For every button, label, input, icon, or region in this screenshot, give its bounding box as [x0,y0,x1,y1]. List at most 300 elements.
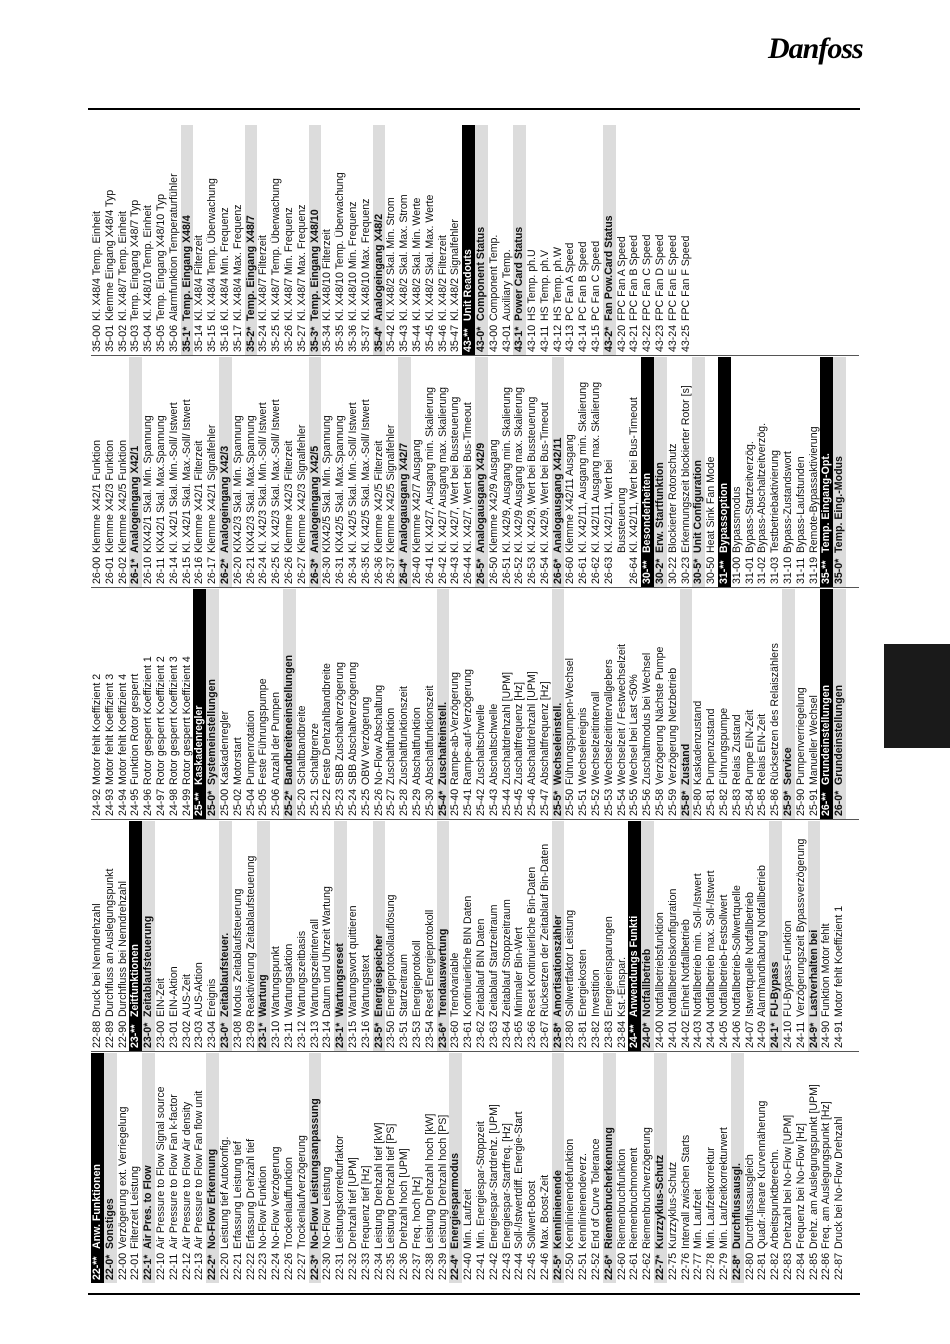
parameter-code: 23-6* [436,1022,449,1048]
parameter-row [321,1053,334,1283]
parameter-label: Durchflussausgleich [743,1154,756,1249]
parameter-label: Motorstart [231,737,244,785]
parameter-code: 30-2* [654,558,667,584]
parameter-column [91,1053,859,1283]
parameter-row [667,357,680,587]
parameter-label: Kl. X48/4 Max. Frequenz [231,204,244,321]
parameter-row [232,589,245,819]
parameter-label: Kl. X42/9 Ausgang max. Skalierung [513,386,526,553]
parameter-code: 22-01 [129,1252,142,1280]
parameter-label: Trockenlauffunktion [282,1157,295,1249]
parameter-row [347,589,360,819]
parameter-row [437,821,450,1051]
parameter-label: Analogausgang X42/9 [474,442,487,553]
parameter-row [488,1053,501,1283]
parameter-label: HS Temp. ph.V [538,249,551,321]
parameter-row [232,357,245,587]
parameter-label: Abschaltfunktion [410,707,423,785]
parameter-code: 24-09 [756,1020,769,1048]
parameter-row [501,589,514,819]
parameter-row [475,1053,488,1283]
parameter-row [245,1053,258,1283]
parameter-row [577,125,590,355]
parameter-row [667,589,680,819]
parameter-row [680,589,693,819]
parameter-label: Wartungszeitbasis [295,930,308,1017]
parameter-code: 25-86 [769,788,782,816]
parameter-code: 35-45 [423,324,436,352]
parameter-row [539,589,552,819]
parameter-label: PC Fan C Speed [590,240,603,321]
parameter-label: Wartungspunkt [270,946,283,1017]
parameter-row [795,1053,808,1283]
parameter-row [526,589,539,819]
parameter-code: 23-65 [513,1020,526,1048]
parameter-row [808,1053,821,1283]
parameter-label: Leistung Drehzahl tief [kW] [372,1122,385,1249]
parameter-label: Pumpenzustand [705,708,718,785]
parameter-code: 24-04 [705,1020,718,1048]
parameter-label: Erw. Startfunktion [654,462,667,553]
parameter-row [590,125,603,355]
parameter-label: SBB Abschaltverzögerung [346,661,359,785]
parameter-code: 23-53 [410,1020,423,1048]
parameter-label: Kl. X48/10 Temp. Einheit [142,205,155,321]
parameter-code: 25-81 [705,788,718,816]
parameter-code: 24-95 [129,788,142,816]
parameter-label: Rotor gesperrt Koeffizient 1 [142,656,155,785]
parameter-row [808,357,821,587]
parameter-row [181,357,194,587]
parameter-label: Wechselzeit / Festwechselzeit [615,643,628,785]
parameter-code: 22-5* [551,1254,564,1280]
parameter-code: 24-05 [718,1020,731,1048]
parameter-row [117,125,130,355]
parameter-row [833,357,846,587]
parameter-code: 25-8* [679,790,692,816]
parameter-row [526,357,539,587]
parameter-label: Freq. hoch [Hz] [410,1176,423,1249]
parameter-row [795,357,808,587]
parameter-row [411,821,424,1051]
parameter-label: Filterzeit Leistung [129,1165,142,1249]
parameter-label: Kaskadenzustand [692,700,705,785]
parameter-code: 22-1* [142,1254,155,1280]
parameter-code: 26-01 [103,556,116,584]
parameter-code: 22-75 [666,1252,679,1280]
parameter-row [155,821,168,1051]
parameter-row [347,1053,360,1283]
parameter-code: 24-01 [666,1020,679,1048]
parameter-code: 35-47 [449,324,462,352]
parameter-label: Klemme X42/3 Signalfehler [295,424,308,553]
parameter-row [360,1053,373,1283]
parameter-code: 25-0* [206,790,219,816]
parameter-label: Besonderheiten [641,472,654,553]
parameter-row [667,125,680,355]
parameter-row [590,821,603,1051]
parameter-row [283,589,296,819]
parameter-row [155,357,168,587]
parameter-label: Zeitablauf BIN Daten [474,918,487,1017]
parameter-row [117,821,130,1051]
parameter-label: HS Temp. ph.W [551,247,564,321]
parameter-label: Funktion Rotor gesperrt [129,673,142,785]
parameter-label: Kl. X42/5 Skal. Max.-Soll/ Istwert [359,399,372,553]
parameter-row [590,1053,603,1283]
parameter-code: 23-5* [372,1022,385,1048]
parameter-row [193,357,206,587]
parameter-row [424,1053,437,1283]
parameter-row [449,1053,462,1283]
column-separator [91,355,859,356]
parameter-label: Kl. X48/2 Filterzeit [436,235,449,321]
parameter-label: Wechselzeitintervallgebers [602,659,615,785]
parameter-label: Druck bei Nenndrehzahl [91,903,103,1017]
parameter-code: 23-02 [180,1020,193,1048]
parameter-row [270,821,283,1051]
parameter-row [808,589,821,819]
parameter-label: Kl. X48/4 Filterzeit [193,235,206,321]
parameter-row [462,1053,475,1283]
parameter-code: 25-40 [449,788,462,816]
parameter-label: Bypass-Zustandswort [782,451,795,553]
parameter-label: Kl. X48/4 Temp. Einheit [91,211,103,321]
parameter-label: Grundeinstellungen [833,684,846,785]
parameter-row [526,1053,539,1283]
parameter-code: 35-3* [308,326,321,352]
column-separator [91,819,859,820]
parameter-code: 24-03 [692,1020,705,1048]
parameter-row [628,125,641,355]
parameter-label: Kl. X48/10 Min. Frequenz [346,201,359,321]
parameter-row [257,821,270,1051]
parameter-code: 24-9* [807,1022,820,1048]
parameter-code: 26-60 [564,556,577,584]
parameter-row [181,125,194,355]
parameter-code: 24-98 [167,788,180,816]
parameter-label: Energiespar-Startfreq. [Hz] [500,1123,513,1249]
parameter-row [449,821,462,1051]
parameter-column [91,589,859,819]
parameter-label: Power Card Status [513,226,526,321]
parameter-label: End of Curve Tolerance [590,1138,603,1249]
parameter-label: Energieprotokollauflösung [385,894,398,1017]
parameter-label: Service [782,747,795,785]
parameter-code: 35-46 [436,324,449,352]
parameter-row [117,357,130,587]
parameter-label: Component Status [474,226,487,321]
parameter-label: Durchfluss an Auslegungspunkt [103,868,116,1017]
parameter-row [539,1053,552,1283]
parameter-row [309,589,322,819]
parameter-code: 23-16 [359,1020,372,1048]
parameter-code: 24-91 [833,1020,846,1048]
parameter-code: 25-42 [474,788,487,816]
parameter-row [680,125,693,355]
parameter-label: Schaltgrenze [308,723,321,785]
parameter-row [718,821,731,1051]
parameter-code: 25-54 [615,788,628,816]
parameter-code: 22-4* [449,1254,462,1280]
parameter-row [577,589,590,819]
parameter-code: 30-** [641,560,654,584]
parameter-row [91,821,104,1051]
parameter-row [628,357,641,587]
parameter-code: 22-45 [526,1252,539,1280]
parameter-label: Kennlinienende [551,1170,564,1249]
parameter-row [155,1053,168,1283]
parameter-row [680,357,693,587]
parameter-code: 35-01 [103,324,116,352]
parameter-label: Kl. X42/1 Skal. Max.-Soll/ Istwert [180,399,193,553]
parameter-label: Zeitfunktionen [129,944,142,1017]
parameter-code: 26-36 [372,556,385,584]
parameter-code: 23-1* [257,1022,270,1048]
parameter-code: 26-61 [577,556,590,584]
parameter-code: 26-** [820,792,833,816]
parameter-code: 22-37 [410,1252,423,1280]
parameter-row [641,589,654,819]
parameter-row [756,821,769,1051]
parameter-row [513,821,526,1051]
parameter-label: Abschaltfrequenz [Hz] [538,681,551,785]
parameter-code: 23-84 [615,1020,628,1048]
parameter-code: 31-11 [794,557,807,584]
parameter-row [309,821,322,1051]
parameter-code: 35-24 [257,324,270,352]
parameter-label: Klemme X42/3 Funktion [103,439,116,553]
parameter-row [641,125,654,355]
parameter-row [219,1053,232,1283]
parameter-code: 24-1* [769,1022,782,1048]
parameter-code: 22-40 [462,1252,475,1280]
parameter-code: 25-04 [244,788,257,816]
parameter-label: Sollwertfaktor Leistung [564,909,577,1017]
parameter-row [718,357,731,587]
parameter-label: Klemme X42/1 Signalfehler [206,424,219,553]
parameter-row [654,821,667,1051]
parameter-code: 22-00 [116,1252,129,1280]
parameter-code: 26-31 [334,556,347,584]
parameter-label: Min. Laufzeit [462,1188,475,1249]
parameter-label: Zuschaltfunktionszeit [398,686,411,785]
parameter-code: 25-51 [577,788,590,816]
parameter-row [437,1053,450,1283]
parameter-label: Anwendungs Funkti [628,915,641,1017]
parameter-code: 22-41 [474,1252,487,1280]
parameter-label: Klemme Eingang X48/4 Typ [103,189,116,321]
parameter-code: 23-12 [295,1020,308,1048]
parameter-row [795,589,808,819]
parameter-label: Führungspumpe [718,707,731,785]
parameter-code: 25-24 [346,788,359,816]
parameter-label: Wartungszeitintervall [308,919,321,1017]
parameter-label: Pumpe EIN-Zeit [743,709,756,785]
parameter-label: Leistung Drehzahl tief [PS] [385,1123,398,1249]
parameter-code: 43-12 [551,324,564,352]
parameter-label: Temp. Eingang X48/10 [308,209,321,321]
parameter-row [769,1053,782,1283]
parameter-row [91,1053,104,1283]
parameter-label: AUS-Aktion [193,962,206,1017]
parameter-code: 22-36 [398,1252,411,1280]
parameter-label: Unit Readouts [462,249,475,321]
parameter-label: Zuschaltmodus bei Wechsel [641,652,654,785]
parameter-label: Rücksetzen der Zeitablauf Bin-Daten [538,843,551,1017]
parameter-code: 25-4* [436,790,449,816]
parameter-label: KlX42/5 Skal. Min. Spannung [321,415,334,553]
parameter-code: 23-83 [602,1020,615,1048]
parameter-code: 26-44 [462,556,475,584]
parameter-label: Trockenlaufverzögerung [295,1135,308,1249]
parameter-row [168,357,181,587]
parameter-row [795,821,808,1051]
parameter-code: 26-63 [602,556,615,584]
parameter-code: 23-63 [487,1020,500,1048]
parameter-label: Intervall zwischen Starts [679,1134,692,1249]
parameter-label: OBW Verzögerung [359,696,372,785]
parameter-label: EIN-Zeit [154,978,167,1017]
parameter-code: 26-34 [346,556,359,584]
parameter-label: Rücksetzen des Relaiszählers [769,643,782,785]
parameter-label: KlX42/1 Skal. Min. Spannung [142,415,155,553]
parameter-label: Energieeinsparungen [602,916,615,1017]
parameter-code: 22-84 [794,1252,807,1280]
parameter-row [744,589,757,819]
parameter-row [373,125,386,355]
parameter-label: KlX42/3 Skal. Max.Spannung [244,415,257,553]
parameter-row [296,821,309,1051]
parameter-label: Air Pressure to Flow Fan k-factor [167,1094,180,1249]
parameter-row [193,589,206,819]
parameter-code: 24-** [628,1024,641,1048]
parameter-code: 22-42 [487,1252,500,1280]
parameter-code: 22-85 [807,1252,820,1280]
column-separator [91,1051,859,1052]
parameter-row [782,589,795,819]
parameter-label: FPC Fan C Speed [641,234,654,321]
parameter-label: Kl. X48/7 Temp. Einheit [116,211,129,321]
parameter-label: Blockierter Rotorschutz [666,443,679,553]
parameter-row [219,125,232,355]
parameter-label: Motor fehlt Koeffizient 4 [116,673,129,785]
parameter-row [334,589,347,819]
parameter-row [91,357,104,587]
parameter-row [385,821,398,1051]
parameter-row [731,357,744,587]
parameter-row [155,125,168,355]
parameter-row [641,357,654,587]
parameter-code: 25-5* [551,790,564,816]
parameter-label: Temp. Eingang X48/4 [180,215,193,321]
parameter-code: 22-76 [679,1252,692,1280]
parameter-code: 26-27 [295,556,308,584]
parameter-code: 23-1* [334,1022,347,1048]
parameter-row [411,357,424,587]
parameter-label: Wechseleinstell. [551,702,564,785]
parameter-row [564,589,577,819]
parameter-row [245,357,258,587]
parameter-row [705,357,718,587]
parameter-code: 22-3* [308,1254,321,1280]
parameter-row [424,821,437,1051]
parameter-row [129,589,142,819]
parameter-row [526,821,539,1051]
parameter-row [564,357,577,587]
parameter-code: 26-62 [590,556,603,584]
parameter-label: Zuschaltfrequenz [Hz] [513,681,526,785]
parameter-code: 35-0* [833,558,846,584]
parameter-label: FPC Fan E Speed [666,235,679,321]
parameter-row [705,821,718,1051]
parameter-label: Min. Laufzeit [692,1188,705,1249]
parameter-label: Bypassmodus [730,486,743,553]
parameter-row [168,589,181,819]
parameter-code: 25-59 [666,788,679,816]
parameter-label: Erfassung Leistung tief [231,1141,244,1249]
parameter-label: Kl. X48/10 Max. Frequenz [359,198,372,321]
parameter-code: 25-20 [295,788,308,816]
parameter-label: Kl. X42/3 Skal. Max.-Soll/ Istwert [270,399,283,553]
parameter-label: Durchflussausgl. [730,1163,743,1249]
parameter-label: Drehzahl hoch [UPM] [398,1148,411,1249]
parameter-code: 23-0* [218,1022,231,1048]
parameter-row [296,1053,309,1283]
parameter-label: Energiespeicher [372,934,385,1017]
parameter-row [641,821,654,1051]
parameter-label: Kl. X48/2 Skal. Min. Werte [410,197,423,321]
parameter-column [91,125,859,355]
parameter-row [782,357,795,587]
parameter-code: 22-82 [769,1252,782,1280]
parameter-label: Fan Pow.Card Status [602,215,615,321]
parameter-label: Kennlinienendefunktion [564,1138,577,1249]
parameter-label: Energiekosten [577,949,590,1017]
parameter-code: 23-09 [244,1020,257,1048]
parameter-code: 26-24 [257,556,270,584]
parameter-code: 24-97 [154,788,167,816]
parameter-code: 22-60 [615,1252,628,1280]
parameter-row [360,125,373,355]
parameter-label: Arbeitspunktberechn. [769,1148,782,1249]
parameter-code: 35-17 [231,324,244,352]
parameter-label: No-Flow Erkennung [206,1148,219,1249]
parameter-row [616,1053,629,1283]
parameter-row [628,1053,641,1283]
parameter-code: 43-22 [641,324,654,352]
parameter-row [270,589,283,819]
parameter-label: Feste Drehzahlbandbreite [321,663,334,785]
parameter-row [360,589,373,819]
parameter-code: 25-90 [794,788,807,816]
parameter-label: Trendauswertung [436,928,449,1017]
parameter-row [117,1053,130,1283]
parameter-row [424,125,437,355]
parameter-code: 24-11 [794,1021,807,1048]
parameter-code: 22-31 [334,1252,347,1280]
parameter-row [232,1053,245,1283]
parameter-code: 35-36 [346,324,359,352]
parameter-label: Air Pressure to Flow Fan flow unit [193,1090,206,1249]
parameter-column [91,357,859,587]
parameter-row [296,589,309,819]
parameter-label: Leistung Drehzahl hoch [kW] [423,1113,436,1249]
parameter-label: Kl. X42/11 Ausgang max. Skalierung [590,381,603,553]
parameter-row [270,1053,283,1283]
parameter-label: Temp. Eingang X48/7 Typ [129,199,142,321]
parameter-code: 23-** [129,1024,142,1048]
